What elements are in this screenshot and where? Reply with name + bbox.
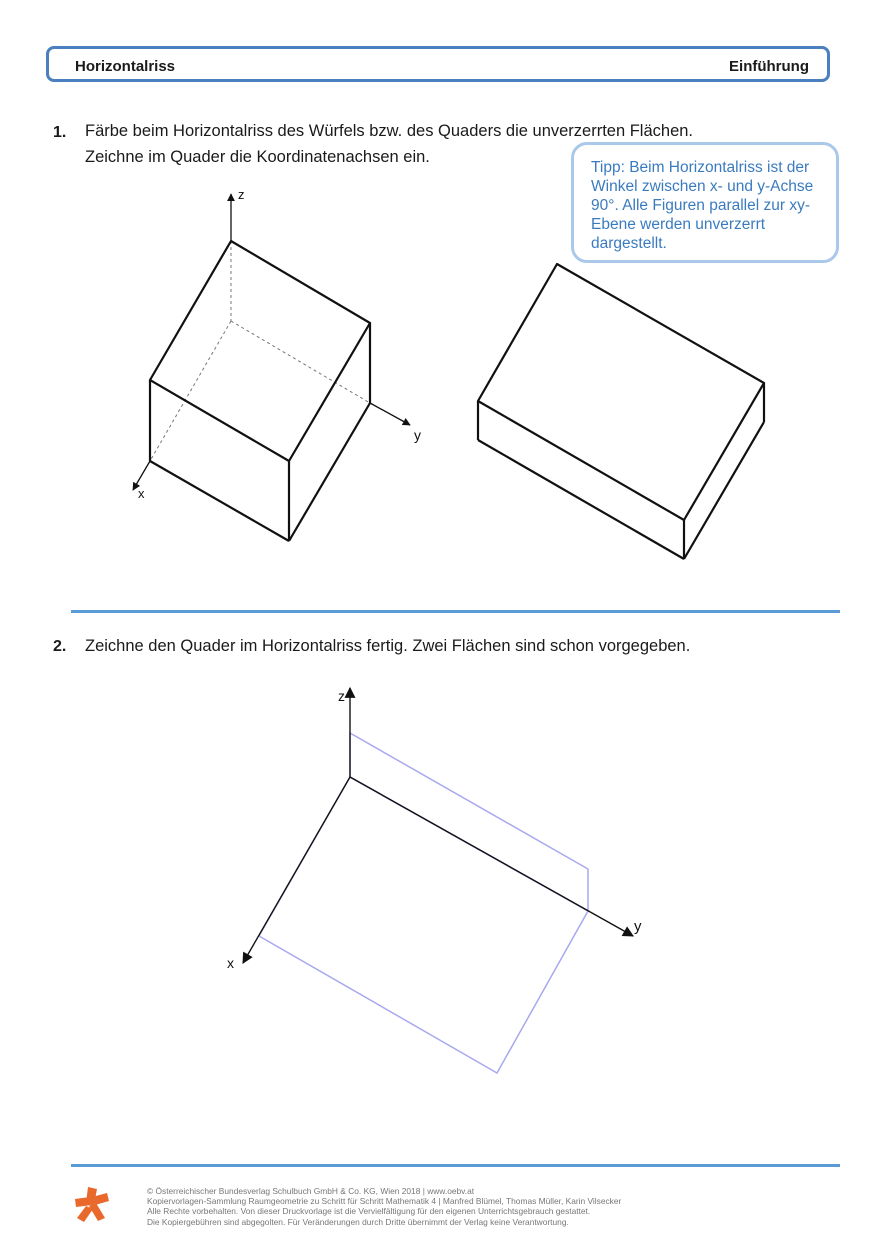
worksheet-title: Horizontalriss	[75, 58, 176, 75]
section-divider	[71, 610, 840, 613]
footer-line: © Österreichischer Bundesverlag Schulbuch GmbH & Co. KG, Wien 2018 | www.oebv.at	[147, 1186, 475, 1196]
cube-x-label: x	[138, 486, 145, 501]
task1-number: 1.	[53, 124, 67, 141]
worksheet-section: Einführung	[729, 58, 809, 75]
cube-y-label: y	[414, 427, 421, 443]
cube-figure	[133, 187, 421, 541]
task1-line1: Färbe beim Horizontalriss des Würfels bzw. des Quaders die unverzerrten Flächen.	[85, 122, 694, 140]
cuboid-figure	[478, 264, 764, 559]
footer-divider	[71, 1164, 840, 1167]
task2-instruction: Zeichne den Quader im Horizontalriss fertig. Zwei Flächen sind schon vorgegeben.	[85, 637, 691, 655]
cube-y-axis	[370, 403, 410, 425]
cube-z-label: z	[238, 187, 245, 202]
given-face-back	[350, 733, 588, 911]
tip-text: Tipp: Beim Horizontalriss ist der Winkel zwischen x- und y-Achse 90°. Alle Figuren parallel zur xy-Ebene werden unverzerrt dargestellt.	[591, 159, 814, 252]
footer-line: Kopiervorlagen-Sammlung Raumgeometrie zu Schritt für Schritt Mathematik 4 | Manfred Blümel, Thomas Müller, Karin Vilsecker	[147, 1196, 622, 1207]
task1-line2: Zeichne im Quader die Koordinatenachsen ein.	[85, 148, 430, 166]
cube-visible-edges	[150, 241, 370, 541]
footer-line: Alle Rechte vorbehalten. Von dieser Druckvorlage ist die Vervielfältigung für den eigenen Unterrichtsgebrauch gestattet.	[147, 1206, 591, 1217]
footer-line: Die Kopiergebühren sind abgegolten. Für Veränderungen durch Dritte übernimmt der Verlag keine Verantwortung.	[147, 1216, 569, 1227]
given-face-bottom	[259, 777, 588, 1073]
task2-y-axis	[350, 777, 633, 936]
footer-copyright	[147, 1186, 621, 1227]
task2-figure	[227, 688, 642, 1073]
task2-x-axis	[243, 777, 350, 963]
task2-y-label: y	[634, 918, 642, 935]
task2-x-label: x	[227, 955, 234, 971]
cube-hidden-edges	[150, 241, 370, 461]
task2-number: 2.	[53, 638, 67, 655]
publisher-logo	[75, 1187, 109, 1222]
task2-z-label: z	[338, 688, 345, 704]
